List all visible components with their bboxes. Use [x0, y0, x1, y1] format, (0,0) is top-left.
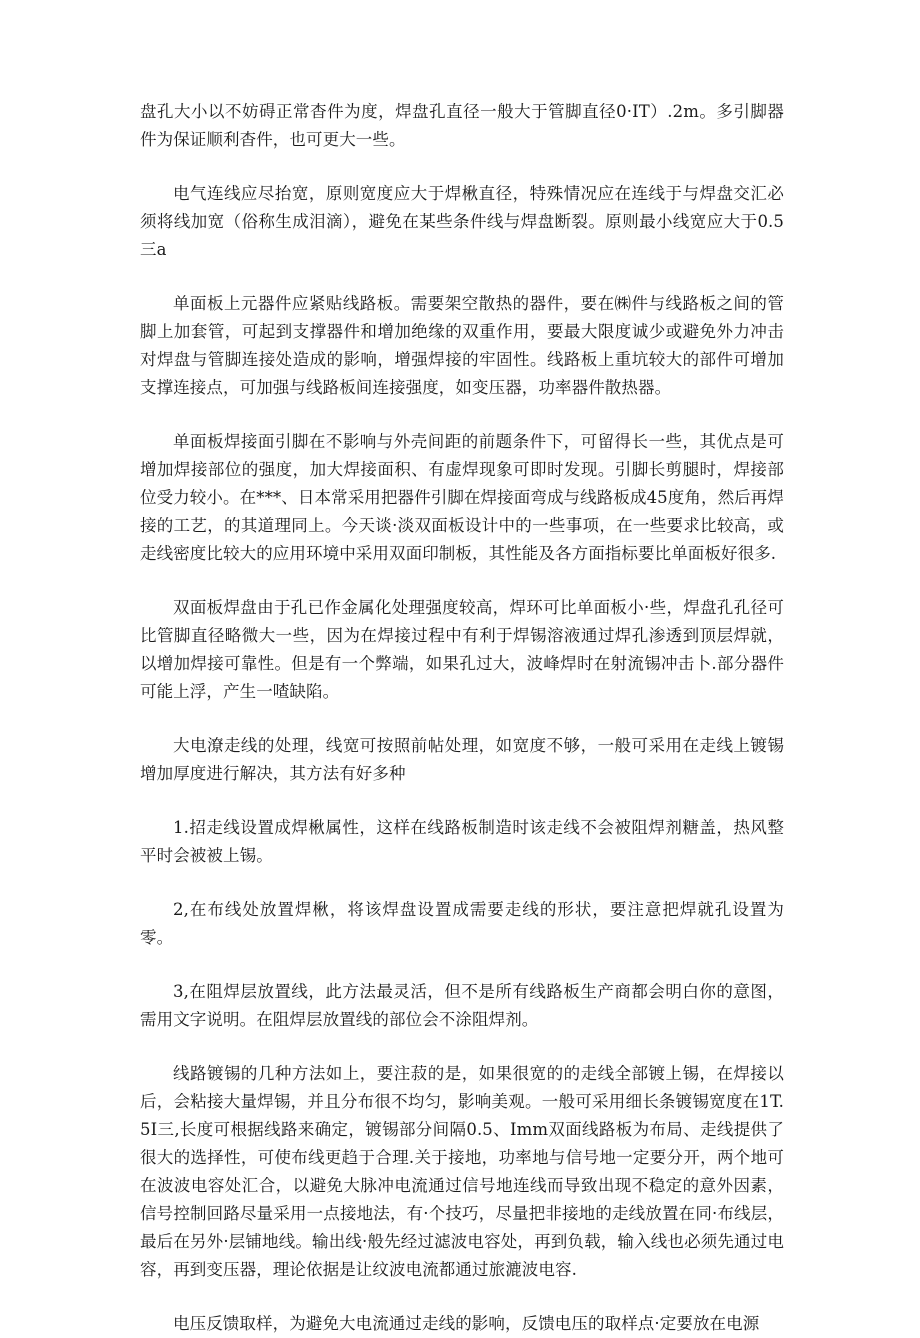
paragraph: 1.招走线设置成焊楸属性，这样在线路板制造时该走线不会被阻焊剂糖盖，热风整平时会被被上锡。: [140, 818, 784, 865]
paragraph: 单面板上元器件应紧贴线路板。需要架空散热的器件，要在㈱件与线路板之间的管脚上加套管，可起到支撑器件和增加绝缘的双重作用，要最大限度诚少或避免外力冲击对焊盘与管脚连接处造成的影响，增强焊接的牢固性。线路板上重坑较大的部件可增加支撑连接点，可加强与线路板间连接强度，如变压器，功率器件散热器。: [140, 294, 784, 397]
paragraph: 双面板焊盘由于孔已作金属化处理强度较高，焊环可比单面板小·些，焊盘孔孔径可比管脚直径略微大一些，因为在焊接过程中有利于焊锡溶液通过焊孔渗透到顶层焊就，以增加焊接可靠性。但是有一个弊端，如果孔过大，波峰焊时在射流锡冲击卜.部分器件可能上浮，产生一喳缺陷。: [140, 598, 784, 701]
paragraph: 电压反馈取样，为避免大电流通过走线的影响，反馈电压的取样点·定要放在电源: [173, 1314, 760, 1333]
document-body: [140, 98, 784, 1338]
paragraph: 盘孔大小以不妨碍正常杳件为度，焊盘孔直径一般大于管脚直径0·IT）.2m。多引脚器件为保证顺利杳件，也可更大一些。: [140, 102, 784, 149]
paragraph: 电气连线应尽抬宽，原则宽度应大于焊楸直径，特殊情况应在连线于与焊盘交汇必须将线加宽（俗称生成泪滴），避免在某些条件线与焊盘断裂。原则最小线宽应大于0.5三a: [140, 184, 784, 259]
paragraph: 单面板焊接面引脚在不影响与外壳间距的前题条件下，可留得长一些，其优点是可增加焊接部位的强度，加大焊接面积、有虚焊现象可即时发现。引脚长剪腿时，焊接部位受力较小。在***、日本常采用把器件引脚在焊接面弯成与线路板成45度角，然后再焊接的工艺，的其道理同上。今天谈·淡双面板设计中的一些事项，在一些要求比较高，或走线密度比较大的应用环境中采用双面印制板，其性能及各方面指标要比单面板好很多.: [140, 432, 784, 563]
paragraph: 3,在阻焊层放置线，此方法最灵活，但不是所有线路板生产商都会明白你的意图，需用文字说明。在阻焊层放置线的部位会不涂阻焊剂。: [140, 982, 784, 1029]
paragraph: 2,在布线处放置焊楸，将该焊盘设置成需要走线的形状，要注意把焊就孔设置为零。: [140, 900, 784, 947]
paragraph: 大电潦走线的处理，线宽可按照前帖处理，如宽度不够，一般可采用在走线上镀锡增加厚度进行解决，其方法有好多种: [140, 736, 784, 783]
paragraph: 线路镀锡的几种方法如上，要注菽的是，如果很宽的的走线全部镀上锡，在焊接以后，会粘接大量焊锡，并且分布很不均匀，影响美观。一般可采用细长条镀锡宽度在1T.5I三,长度可根据线路来确定，镀锡部分间隔0.5、Imm双面线路板为布局、走线提供了很大的选择性，可使布线更趋于合理.关于接地，功率地与信号地一定要分开，两个地可在波波电容处汇合，以避免大脉冲电流通过信号地连线而导致出现不稳定的意外因素，信号控制回路尽量采用一点接地法，有·个技巧，尽量把非接地的走线放置在同·布线层，最后在另外·层铺地线。输出线·般先经过滤波电容处，再到负载，输入线也必须先通过电容，再到变压器，理论依据是让纹波电流都通过旅漉波电容.: [140, 1064, 784, 1279]
